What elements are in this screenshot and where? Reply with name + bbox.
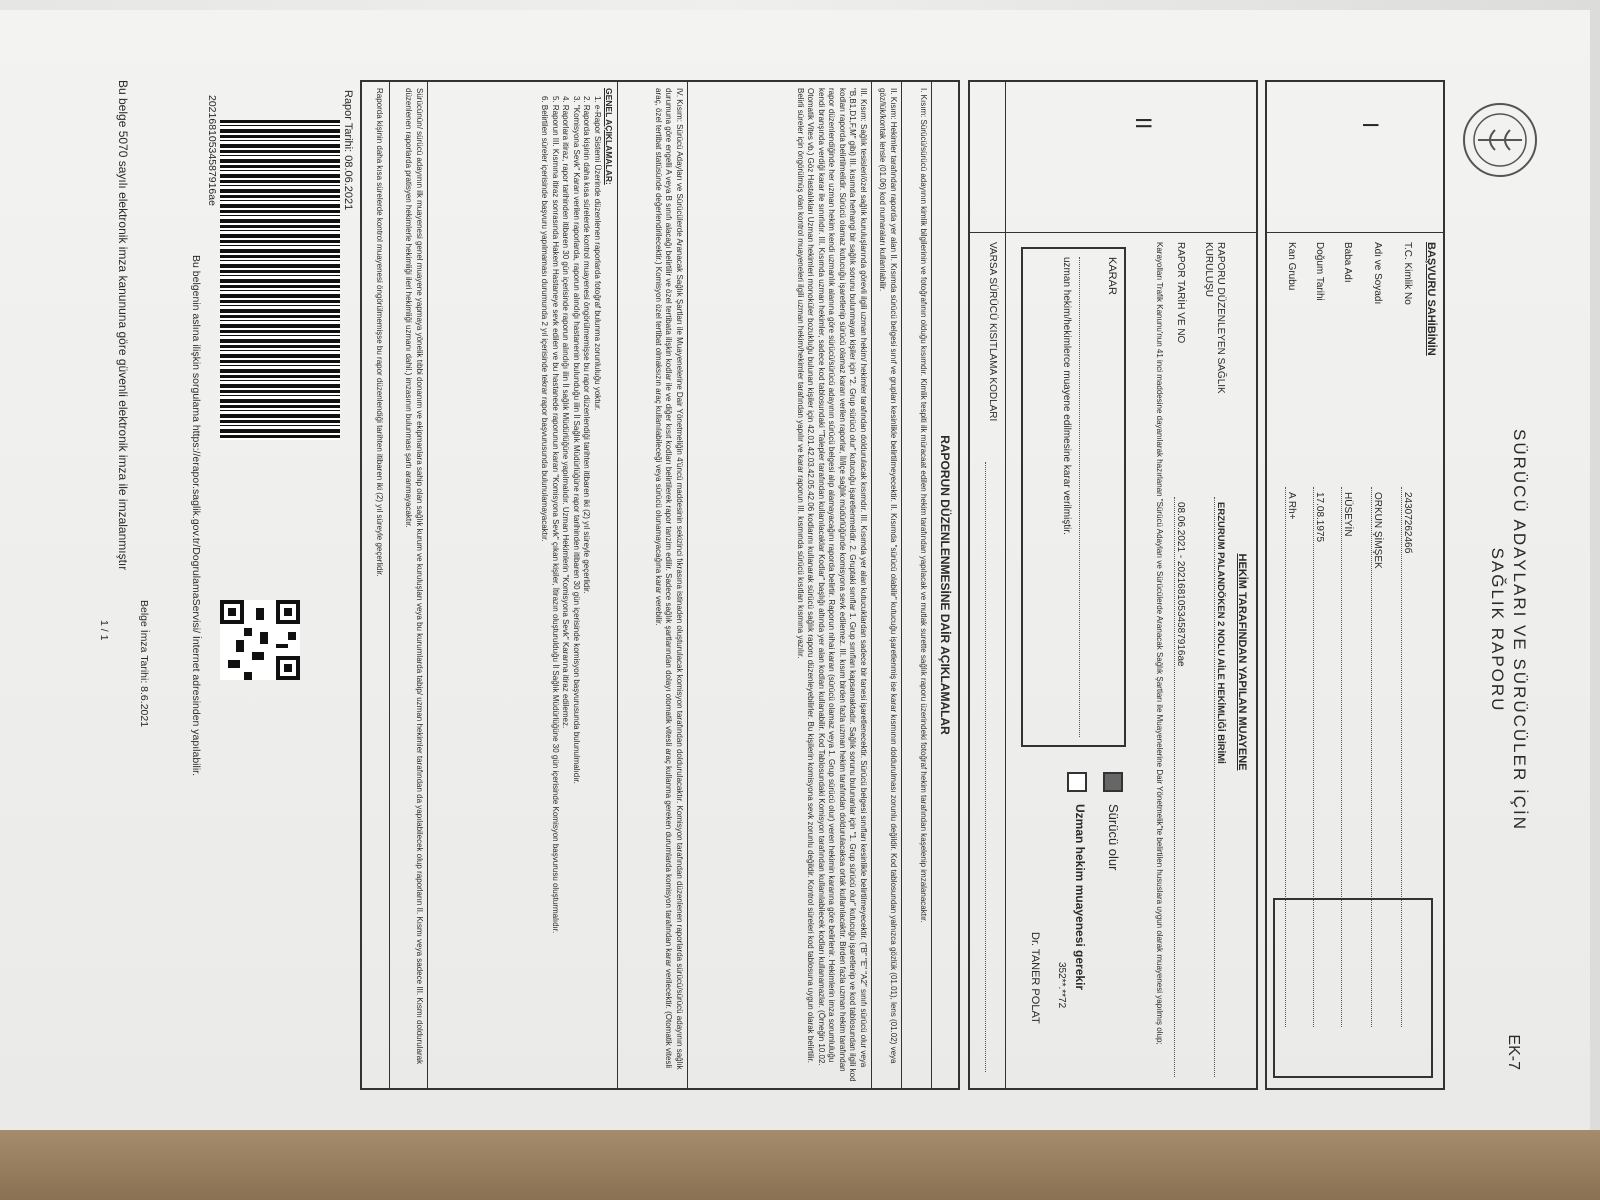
general-items: [539, 96, 602, 1081]
name-value: ORKUN ŞİMŞEK: [1372, 492, 1383, 569]
blood-value: A Rh+: [1286, 492, 1297, 520]
part-3-text: III. Kısım: Sağlık tesisleri/özel sağlık kuruluşlarında görevli ilgili uzman hekim/ hekimler tarafından doldurulacak kısımdır. III. Kısımda yer alan kutucuklardan sadece bir tanesi işaretlenecektir. Sürücü belgesi sınıfları kesinlikle belirtilmeyecektir. ("B" "E" "A2" sınıfı sürücü olur veya "B,B1,D1,F,M" gibi) III. kısımda herhangi bir sağlık sorunu bulunmayan kişiler için "2. Grup sürücü olur" kutucuğu işaretlenmelidir. 2. Gruptaki sınıflar 1. Grup sınıfları kapsamaktadır. Sağlık sorunu bulunanlar için "1. Grup sürücü olur" kutucuğu işaretlenip ve kod tablosundan ilgili kod kodları raporda belirtilmelidir. Sürücü olamaz kutucuğu işaretlenip sürücü olamaz kararı verilen raporlar, İl/ilçe sağlık müdürlüğünde komisyona sevk edilemez. III. kısım birden fazla uzman hekim tarafından doldurulacaksa ortak kullanılacaktır. Birden fazla uzman hekim tarafından rapor düzenlendiğinde her uzman hekim kendi uzmanlık alanına göre sürücü/sürücü adayının sürücü belgesi alıp alamayacağını raporda belirtir. Raporun nihai kararı (sürücü olamaz veya 1. Grup sürücü olur) veren hekimin kararına göre belirlenir. Hekimlerin imza sorumluluğu kendi branşında verdiği karar ile sınırlıdır. III. Kısımda uzman hekimler, sadece kod tablosundaki "Talepler tarafından kullanılacaklar Kodlar" başlığı altında yer alan kodları kullanabilir. Kod Tablosundaki Komisyon tarafından kullanılabilecek kodları kullanamazlar. (Örneğin 10.02. Otomatik Vites vb.) Göz Hastalıkları Uzman hekimleri monoküler bozukluğu bulunan kişiler için 42.01.42.03.42.05.42.06 kodlarını kullanarak sürücü sağlık raporu düzenleyebilirler. Bu kişilerin komisyona sevk zorunlu değildir. Kontrol süreleri kod tablosuna uygun olarak belirtilir. Belirli süreler için öngörülmüş olan kontrol muayeneleri ilgili uzman hekim/hekimler tarafından yapılır ve karar raporun III. kısmında sürücü kısıtları kısmına yazılır.: [796, 88, 868, 1082]
title-line-2: SAĞLIK RAPORU: [1488, 547, 1507, 713]
birth-label: Doğum Tarihi: [1314, 242, 1325, 301]
general-item-5: 5. Raporun III. Kısmına itiraz sonrasında Hakem Hastaneye sevk edilen ve bu hastanede raporunun kararı "Komisyona Sevk" çıkan kişiler, İtirazın oluşturulduğu İl Sağlık Müdürlüğüne 30 gün içerisinde Komisyon başvurusu oluşturmalıdır.: [551, 96, 560, 934]
general-item-4: 4. Raporlara itiraz, rapor tarihinden itibaren 30 gün içerisinde raporun alındığı ilin İl sağlık Müdürlüğüne yapılmalıdır. Uzman Hekimlerin "Komisyona Sevk" Kararına itiraz edilemez.: [561, 96, 571, 729]
section-marker-i: I: [1358, 122, 1383, 129]
decision-text: uzman hekim/hekimlerce muayene edilmesine karar verilmiştir.: [1061, 257, 1072, 535]
decision-title: KARAR: [1106, 257, 1118, 295]
esign-text: Bu belge 5070 sayılı elektronik imza kanununa göre güvenli elektronik imza ile imzalanmıştır: [116, 80, 130, 571]
explanations-title: RAPORUN DÜZENLENMESİNE DAİR AÇIKLAMALAR: [938, 435, 952, 735]
general-item-6: 6. Belirtilen süreler içerisinde başvuru yapılmaması durumunda 2 yıl içerisinde tekrar rapor başvurusunda bulunulamayacaktır.: [540, 96, 550, 542]
name-label: Adı ve Soyadı: [1372, 242, 1383, 305]
restriction-codes-line: [985, 462, 986, 1072]
exam-section-title: HEKİM TARAFINDAN YAPILAN MUAYENE: [1236, 553, 1248, 771]
driver-ok-checkbox[interactable]: [1103, 772, 1123, 792]
specialist-checkbox[interactable]: [1067, 772, 1087, 792]
section-marker-ii: II: [1131, 117, 1156, 130]
report-date-label: RAPOR TARİH VE NO: [1175, 242, 1186, 344]
general-title: GENEL AÇIKLAMALAR:: [604, 88, 614, 185]
doctor-code: 352**.**72: [1056, 962, 1067, 1009]
general-item-3: 3. "Komisyona Sevk" Kararı verilen raporlarda, raporun alındığı hastanenin bulunduğu ilin İl Sağlık Müdürlüğüne rapor tarihinden itibaren 30 gün içerisinde komisyon başvurusunda bulunulmalıdır.: [572, 96, 581, 784]
report-date-footer: Rapor Tarihi: 08.06.2021: [342, 90, 354, 211]
driver-ok-label: Sürücü olur: [1106, 804, 1121, 871]
general-item-2: 2. Raporda kişinin daha kısa sürelerde kontrol muayenesi öngörülmemişse bu rapor düzenlendiği tarihten itibaren iki (2) yıl süreyle geçerlidir.: [582, 96, 592, 594]
page-number: 1 / 1: [98, 620, 110, 641]
report-date-value: 08.06.2021 - 20216810534587916ae: [1175, 502, 1186, 667]
barcode-number: 20216810534587916ae: [206, 95, 218, 206]
explanations-section: [360, 80, 960, 1090]
report-title: [1486, 370, 1530, 890]
blood-label: Kan Grubu: [1286, 242, 1297, 291]
exam-section: [968, 80, 1258, 1090]
facility-label: RAPORU DÜZENLEYEN SAĞLIK KURULUŞU: [1203, 242, 1226, 394]
applicant-section-title: BAŞVURU SAHİBİNİN: [1425, 242, 1437, 356]
part-2-text: II. Kısım: Hekimler tarafından raporda yer alan II. Kısımda sürücü belgesi sınıf ve grupları kesinlikle belirtilmeyecektir. II. Kısımda "sürücü olabilir" kutucuğu işaretlenmiş ise karar kısmının doldurulması zorunlu değildir. Kod tablosundan yalnızca gözlük (01.01), lens (01.02) veya göz/lük/kontak lensle (01.06) kod numaraları kullanılabilir.: [878, 88, 898, 1064]
tc-value: 2430726246б: [1402, 492, 1413, 554]
photo-box: [1273, 898, 1433, 1078]
footnote-2: Raporda kişinin daha kısa sürelerde kontrol muayenesi öngörülmemişse bu rapor düzenlendiği tarihten itibaren iki (2) yıl süreyle geçerlidir.: [375, 88, 384, 577]
father-label: Baba Adı: [1342, 242, 1353, 283]
form-code: EK-7: [1505, 1034, 1522, 1070]
specialist-label: Uzman hekim muayenesi gerekir: [1073, 804, 1087, 991]
restriction-title: VARSA SÜRÜCÜ KISITLAMA KODLARI: [987, 242, 998, 422]
facility-value: ERZURUM PALANDÖKEN 2 NOLU AİLE HEKİMLİĞİ BİRİMİ: [1215, 502, 1226, 764]
general-item-1: 1. e-Rapor Sistemi Üzerinde düzenlenen raporlarda fotoğraf bulunma zorunluluğu yoktur.: [593, 96, 602, 411]
verify-link-text[interactable]: Bu belgenin aslına ilişkin sorgulama https://erapor.saglik.gov.tr/DogrulamaServisi/ İnternet adresinden yapılabilir.: [190, 255, 202, 776]
title-line-1: SÜRÜCÜ ADAYLARI VE SÜRÜCÜLER İÇİN: [1510, 429, 1529, 831]
applicant-section: [1265, 80, 1445, 1090]
part-1-text: I. Kısım: Sürücü/sürücü adayının kimlik bilgilerinin ve fotoğrafının olduğu kısımdır. Kimlik tespiti ilk müracaat edilen hekim tarafından yapılacak ve mutlak surette sağlık raporu üzerindeki fotoğraf hekim tarafından kaşelenip imzalanacaktır.: [919, 88, 928, 923]
ministry-logo-icon: [1460, 100, 1540, 180]
doctor-name: Dr. TANER POLAT: [1029, 932, 1041, 1024]
tc-label: T.C. Kimlik No: [1402, 242, 1413, 305]
floor-background: [0, 1130, 1600, 1200]
footnote-1: Sürücünün/ sürücü adayının ilk muayenesi genel muayene yapmaya yönelik tıbbi donanım ve ekipmanlara sahip olan sağlık kurum ve kuruluşları veya bu kurumlarda tabip/ uzman hekimler tarafından da yapılabilecek olup raporların II. Kısmı veya sadece III. Kısmı doldurularak düzenlenen raporlarda pratisyen hekimlerle hekimliği ileri hekimliği uzmanı dahil.) imzasının bulunması şartı aranmayacaktır.: [404, 88, 424, 1065]
part-4-text: IV. Kısım: Sürücü Adayları ve Sürücülerde Aranacak Sağlık Şartları ile Muayenelerine Dair Yönetmeliğin 4'üncü maddesinin sekizinci fıkrasına istinaden oluşturulacak komisyon tarafından doldurulacaktır. Komisyon tarafından düzenlenen raporlarda sürücü/sürücü adayının sağlık durumuna göre engelli A veya B sınıfı alacağı belirtilir ve özel tertibata ilişkin kodlar ile ve diğer kısıt kodları belirtilerek rapor tanzim edilir. Sadece sağlık şartlarından dolayı otomatik vitesli araç kullanma gereken durumlarda komisyon tarafından karar verilecektir. (Otomatik vitesli araç, özel tertibat statüsünde değerlendirilecektir.) Komisyon özel tertibat olmaksızın araç kullanılabileceği veya sürücü olunamayacağına karar verebilir.: [654, 88, 684, 1070]
birth-value: 17.08.1975: [1314, 492, 1325, 543]
sign-date: Belge İmza Tarihi: 8.6.2021: [138, 600, 150, 728]
exam-note: Karayolları Trafik Kanunu'nun 41 inci maddesine dayanılarak hazırlanan "Sürücü Adayları ve Sürücülerde Aranacak Sağlık Şartları ile Muayenelerine Dair Yönetmelik"te belirtilen hususlara uygun olarak muayenesi yapılmış olup;: [1155, 242, 1164, 1045]
decision-box: [1021, 247, 1126, 747]
decision-options: [981, 762, 1131, 1082]
father-value: HÜSEYİN: [1342, 492, 1353, 537]
qr-code-icon: [220, 600, 300, 680]
barcode-icon: [220, 120, 340, 440]
health-report-document: [70, 40, 1540, 1100]
